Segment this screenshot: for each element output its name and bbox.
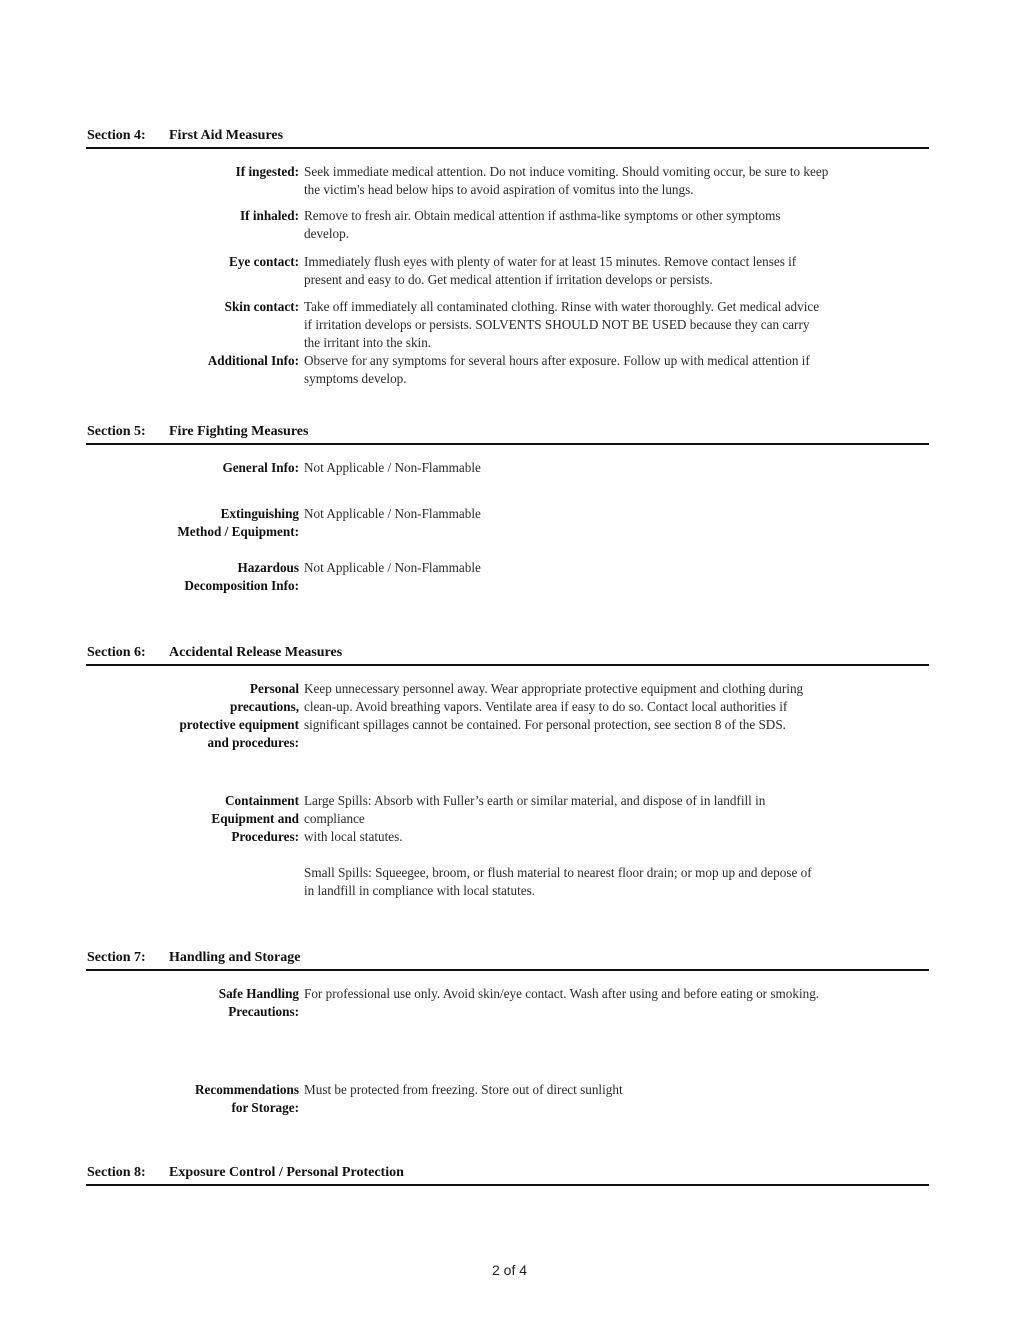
entry-label: Personal precautions, protective equipment and procedures: [179, 681, 299, 750]
entry-text: Not Applicable / Non-Flammable [304, 506, 481, 521]
section-4-header [86, 128, 929, 149]
entry-text: Must be protected from freezing. Store out of direct sunlight [304, 1082, 623, 1097]
section-number: Section 8: [87, 1165, 146, 1180]
section-title: Exposure Control / Personal Protection [169, 1165, 404, 1180]
entry-text: Seek immediate medical attention. Do not induce vomiting. Should vomiting occur, be sure to keep the victim's head below hips to avoid aspiration of vomitus into the lungs. [304, 164, 829, 197]
section-title: First Aid Measures [169, 128, 284, 143]
section-number: Section 7: [87, 950, 146, 965]
section-5-header [86, 424, 929, 445]
page-number: 2 of 4 [491, 1262, 528, 1278]
entry-text: Observe for any symptoms for several hours after exposure. Follow up with medical attention if symptoms develop. [304, 353, 810, 386]
section-7-header [86, 950, 929, 971]
entry-text: Immediately flush eyes with plenty of water for at least 15 minutes. Remove contact lenses if present and easy to do. Get medical attention if irritation develops or persists. [304, 254, 797, 287]
entry-label: Extinguishing Method / Equipment: [177, 506, 299, 539]
entry-text: Large Spills: Absorb with Fuller’s earth or similar material, and dispose of in landfill in compliance with local statutes. [304, 793, 766, 844]
entry-label: Containment Equipment and Procedures: [211, 793, 299, 844]
section-number: Section 6: [87, 645, 146, 660]
entry-text: Small Spills: Squeegee, broom, or flush material to nearest floor drain; or mop up and depose of in landfill in compliance with local statutes. [304, 865, 812, 898]
entry-label: Recommendations for Storage: [194, 1082, 299, 1115]
entry-label: General Info: [222, 460, 299, 475]
entry-label: Additional Info: [207, 353, 299, 368]
entry-label: Eye contact: [229, 254, 299, 269]
entry-label: If inhaled: [240, 208, 299, 223]
section-8-header [86, 1165, 929, 1186]
section-title: Handling and Storage [169, 950, 301, 965]
entry-label: Safe Handling Precautions: [218, 986, 299, 1019]
entry-text: Take off immediately all contaminated clothing. Rinse with water thoroughly. Get medical advice if irritation develops or persists. SOLVENTS SHOULD NOT BE USED because they can carry the irritant into the skin. [304, 299, 820, 350]
entry-text: Keep unnecessary personnel away. Wear appropriate protective equipment and clothing during clean-up. Avoid breathing vapors. Ventilate area if easy to do so. Contact local authorities if significant spillages cannot be contained. For personal protection, see section 8 of the SDS. [304, 681, 804, 732]
entry-label: Hazardous Decomposition Info: [184, 560, 299, 593]
entry-text: Not Applicable / Non-Flammable [304, 460, 481, 475]
section-6-header [86, 645, 929, 666]
section-title: Fire Fighting Measures [169, 424, 309, 439]
section-number: Section 5: [87, 424, 146, 439]
entry-text: Remove to fresh air. Obtain medical attention if asthma-like symptoms or other symptoms develop. [304, 208, 781, 241]
section-title: Accidental Release Measures [169, 645, 343, 660]
section-number: Section 4: [87, 128, 146, 143]
entry-text: For professional use only. Avoid skin/eye contact. Wash after using and before eating or smoking. [304, 986, 820, 1001]
entry-text: Not Applicable / Non-Flammable [304, 560, 481, 575]
entry-label: If ingested: [235, 164, 299, 179]
entry-label: Skin contact: [224, 299, 299, 314]
